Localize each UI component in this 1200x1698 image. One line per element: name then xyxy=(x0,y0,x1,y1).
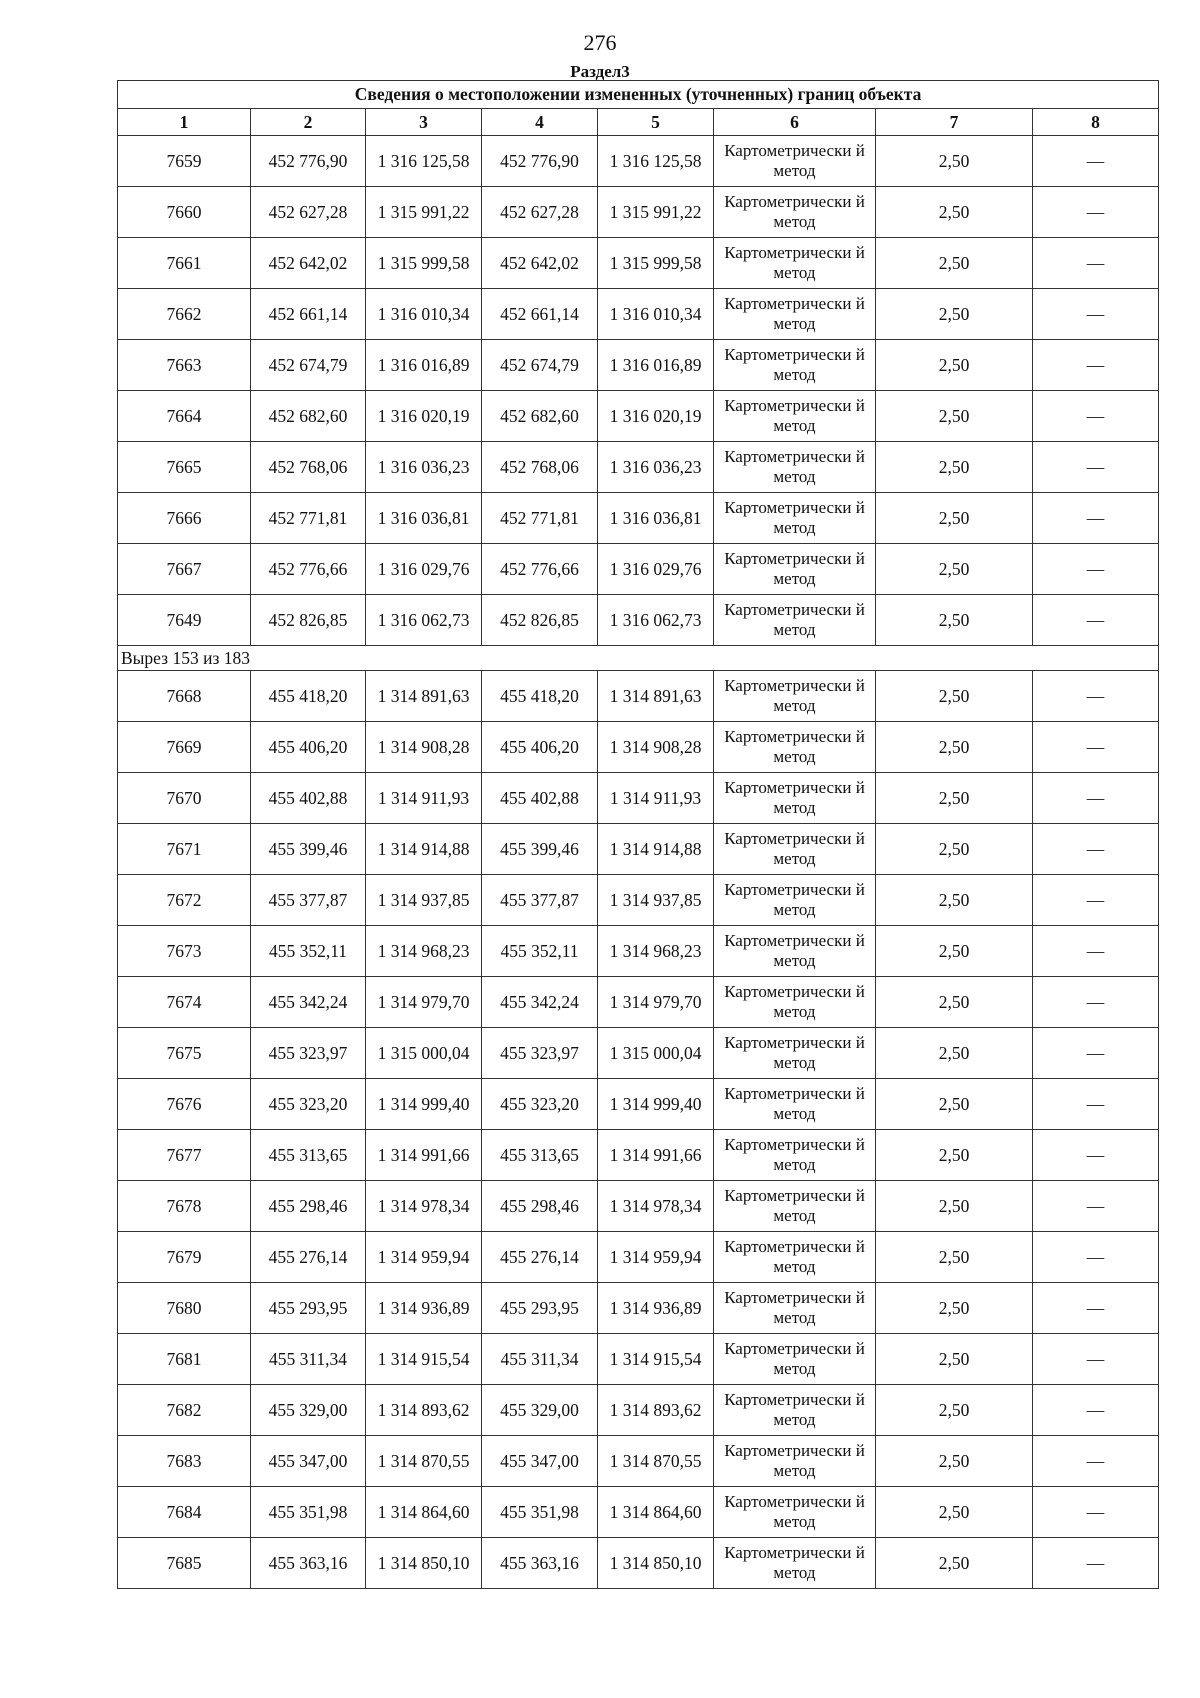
description-cell: — xyxy=(1033,595,1159,646)
description-cell: — xyxy=(1033,722,1159,773)
accuracy-cell: 2,50 xyxy=(876,824,1033,875)
y-coord-cell: 1 314 991,66 xyxy=(366,1130,482,1181)
description-cell: — xyxy=(1033,1232,1159,1283)
y-coord-cell: 1 316 036,23 xyxy=(366,442,482,493)
y-coord-new-cell: 1 314 915,54 xyxy=(598,1334,714,1385)
y-coord-new-cell: 1 315 991,22 xyxy=(598,187,714,238)
y-coord-new-cell: 1 314 979,70 xyxy=(598,977,714,1028)
y-coord-new-cell: 1 314 959,94 xyxy=(598,1232,714,1283)
method-cell: Картометрически й метод xyxy=(714,977,876,1028)
method-cell: Картометрически й метод xyxy=(714,1079,876,1130)
method-cell: Картометрически й метод xyxy=(714,1436,876,1487)
description-cell: — xyxy=(1033,1028,1159,1079)
table-row xyxy=(118,1232,1159,1283)
y-coord-cell: 1 315 991,22 xyxy=(366,187,482,238)
description-cell: — xyxy=(1033,136,1159,187)
point-number-cell: 7668 xyxy=(118,671,251,722)
point-number-cell: 7660 xyxy=(118,187,251,238)
x-coord-new-cell: 455 352,11 xyxy=(482,926,598,977)
accuracy-cell: 2,50 xyxy=(876,289,1033,340)
boundary-coordinates-table xyxy=(117,80,1159,1589)
description-cell: — xyxy=(1033,671,1159,722)
point-number-cell: 7669 xyxy=(118,722,251,773)
point-number-cell: 7679 xyxy=(118,1232,251,1283)
accuracy-cell: 2,50 xyxy=(876,1181,1033,1232)
accuracy-cell: 2,50 xyxy=(876,1028,1033,1079)
method-cell: Картометрически й метод xyxy=(714,875,876,926)
y-coord-cell: 1 316 016,89 xyxy=(366,340,482,391)
description-cell: — xyxy=(1033,875,1159,926)
description-cell: — xyxy=(1033,926,1159,977)
y-coord-new-cell: 1 315 000,04 xyxy=(598,1028,714,1079)
x-coord-new-cell: 455 406,20 xyxy=(482,722,598,773)
table-row xyxy=(118,289,1159,340)
point-number-cell: 7673 xyxy=(118,926,251,977)
y-coord-new-cell: 1 314 978,34 xyxy=(598,1181,714,1232)
method-cell: Картометрически й метод xyxy=(714,544,876,595)
method-cell: Картометрически й метод xyxy=(714,1283,876,1334)
y-coord-new-cell: 1 316 016,89 xyxy=(598,340,714,391)
y-coord-cell: 1 316 020,19 xyxy=(366,391,482,442)
table-row xyxy=(118,544,1159,595)
method-cell: Картометрически й метод xyxy=(714,238,876,289)
x-coord-cell: 455 323,20 xyxy=(251,1079,366,1130)
y-coord-new-cell: 1 314 968,23 xyxy=(598,926,714,977)
table-row xyxy=(118,875,1159,926)
table-row xyxy=(118,722,1159,773)
table-row xyxy=(118,824,1159,875)
y-coord-new-cell: 1 314 891,63 xyxy=(598,671,714,722)
x-coord-new-cell: 452 776,66 xyxy=(482,544,598,595)
y-coord-new-cell: 1 316 020,19 xyxy=(598,391,714,442)
point-number-cell: 7680 xyxy=(118,1283,251,1334)
accuracy-cell: 2,50 xyxy=(876,1079,1033,1130)
point-number-cell: 7671 xyxy=(118,824,251,875)
y-coord-new-cell: 1 314 850,10 xyxy=(598,1538,714,1589)
point-number-cell: 7649 xyxy=(118,595,251,646)
table-row xyxy=(118,1181,1159,1232)
accuracy-cell: 2,50 xyxy=(876,1283,1033,1334)
method-cell: Картометрически й метод xyxy=(714,824,876,875)
x-coord-new-cell: 452 642,02 xyxy=(482,238,598,289)
point-number-cell: 7664 xyxy=(118,391,251,442)
method-cell: Картометрически й метод xyxy=(714,1130,876,1181)
x-coord-new-cell: 452 771,81 xyxy=(482,493,598,544)
y-coord-cell: 1 314 978,34 xyxy=(366,1181,482,1232)
point-number-cell: 7665 xyxy=(118,442,251,493)
y-coord-cell: 1 316 029,76 xyxy=(366,544,482,595)
y-coord-new-cell: 1 314 914,88 xyxy=(598,824,714,875)
method-cell: Картометрически й метод xyxy=(714,493,876,544)
x-coord-cell: 455 402,88 xyxy=(251,773,366,824)
x-coord-new-cell: 455 293,95 xyxy=(482,1283,598,1334)
accuracy-cell: 2,50 xyxy=(876,595,1033,646)
description-cell: — xyxy=(1033,1538,1159,1589)
x-coord-new-cell: 455 313,65 xyxy=(482,1130,598,1181)
x-coord-new-cell: 455 342,24 xyxy=(482,977,598,1028)
x-coord-new-cell: 455 276,14 xyxy=(482,1232,598,1283)
table-row xyxy=(118,1538,1159,1589)
x-coord-cell: 452 674,79 xyxy=(251,340,366,391)
x-coord-new-cell: 455 402,88 xyxy=(482,773,598,824)
method-cell: Картометрически й метод xyxy=(714,926,876,977)
point-number-cell: 7677 xyxy=(118,1130,251,1181)
x-coord-new-cell: 455 347,00 xyxy=(482,1436,598,1487)
x-coord-new-cell: 455 418,20 xyxy=(482,671,598,722)
x-coord-cell: 455 351,98 xyxy=(251,1487,366,1538)
y-coord-cell: 1 314 914,88 xyxy=(366,824,482,875)
x-coord-cell: 452 771,81 xyxy=(251,493,366,544)
accuracy-cell: 2,50 xyxy=(876,722,1033,773)
method-cell: Картометрически й метод xyxy=(714,1181,876,1232)
column-number-row xyxy=(118,109,1159,136)
accuracy-cell: 2,50 xyxy=(876,1487,1033,1538)
accuracy-cell: 2,50 xyxy=(876,340,1033,391)
y-coord-cell: 1 314 891,63 xyxy=(366,671,482,722)
description-cell: — xyxy=(1033,1079,1159,1130)
y-coord-new-cell: 1 314 991,66 xyxy=(598,1130,714,1181)
x-coord-cell: 455 399,46 xyxy=(251,824,366,875)
x-coord-cell: 455 298,46 xyxy=(251,1181,366,1232)
method-cell: Картометрически й метод xyxy=(714,187,876,238)
accuracy-cell: 2,50 xyxy=(876,544,1033,595)
point-number-cell: 7675 xyxy=(118,1028,251,1079)
y-coord-new-cell: 1 314 864,60 xyxy=(598,1487,714,1538)
x-coord-new-cell: 452 627,28 xyxy=(482,187,598,238)
table-row xyxy=(118,773,1159,824)
table-row xyxy=(118,1436,1159,1487)
column-number-header: 2 xyxy=(251,109,366,136)
point-number-cell: 7662 xyxy=(118,289,251,340)
description-cell: — xyxy=(1033,977,1159,1028)
point-number-cell: 7682 xyxy=(118,1385,251,1436)
column-number-header: 1 xyxy=(118,109,251,136)
table-row xyxy=(118,136,1159,187)
x-coord-new-cell: 455 329,00 xyxy=(482,1385,598,1436)
table-row xyxy=(118,1334,1159,1385)
y-coord-cell: 1 314 893,62 xyxy=(366,1385,482,1436)
description-cell: — xyxy=(1033,1334,1159,1385)
y-coord-cell: 1 314 936,89 xyxy=(366,1283,482,1334)
y-coord-cell: 1 314 915,54 xyxy=(366,1334,482,1385)
column-number-header: 8 xyxy=(1033,109,1159,136)
table-row xyxy=(118,493,1159,544)
x-coord-cell: 452 627,28 xyxy=(251,187,366,238)
x-coord-cell: 455 329,00 xyxy=(251,1385,366,1436)
accuracy-cell: 2,50 xyxy=(876,391,1033,442)
y-coord-new-cell: 1 316 036,81 xyxy=(598,493,714,544)
y-coord-new-cell: 1 315 999,58 xyxy=(598,238,714,289)
description-cell: — xyxy=(1033,442,1159,493)
y-coord-cell: 1 314 979,70 xyxy=(366,977,482,1028)
column-number-header: 4 xyxy=(482,109,598,136)
description-cell: — xyxy=(1033,493,1159,544)
method-cell: Картометрически й метод xyxy=(714,1385,876,1436)
y-coord-cell: 1 316 036,81 xyxy=(366,493,482,544)
y-coord-cell: 1 316 062,73 xyxy=(366,595,482,646)
table-row xyxy=(118,391,1159,442)
y-coord-new-cell: 1 314 911,93 xyxy=(598,773,714,824)
x-coord-cell: 455 418,20 xyxy=(251,671,366,722)
y-coord-cell: 1 314 937,85 xyxy=(366,875,482,926)
y-coord-cell: 1 314 864,60 xyxy=(366,1487,482,1538)
y-coord-new-cell: 1 314 937,85 xyxy=(598,875,714,926)
accuracy-cell: 2,50 xyxy=(876,875,1033,926)
y-coord-cell: 1 316 125,58 xyxy=(366,136,482,187)
x-coord-cell: 452 642,02 xyxy=(251,238,366,289)
column-number-header: 6 xyxy=(714,109,876,136)
x-coord-cell: 455 323,97 xyxy=(251,1028,366,1079)
y-coord-new-cell: 1 314 870,55 xyxy=(598,1436,714,1487)
table-row xyxy=(118,1079,1159,1130)
table-row xyxy=(118,1130,1159,1181)
x-coord-cell: 452 768,06 xyxy=(251,442,366,493)
column-number-header: 5 xyxy=(598,109,714,136)
accuracy-cell: 2,50 xyxy=(876,1538,1033,1589)
table-caption: Сведения о местоположении измененных (уточненных) границ объекта xyxy=(118,81,1159,109)
description-cell: — xyxy=(1033,1283,1159,1334)
method-cell: Картометрически й метод xyxy=(714,1487,876,1538)
description-cell: — xyxy=(1033,238,1159,289)
y-coord-new-cell: 1 314 908,28 xyxy=(598,722,714,773)
table-row xyxy=(118,1487,1159,1538)
point-number-cell: 7670 xyxy=(118,773,251,824)
method-cell: Картометрически й метод xyxy=(714,340,876,391)
description-cell: — xyxy=(1033,773,1159,824)
x-coord-cell: 452 776,66 xyxy=(251,544,366,595)
point-number-cell: 7666 xyxy=(118,493,251,544)
table-row xyxy=(118,238,1159,289)
point-number-cell: 7667 xyxy=(118,544,251,595)
x-coord-new-cell: 452 674,79 xyxy=(482,340,598,391)
method-cell: Картометрически й метод xyxy=(714,289,876,340)
method-cell: Картометрически й метод xyxy=(714,391,876,442)
table-row xyxy=(118,1028,1159,1079)
y-coord-cell: 1 315 000,04 xyxy=(366,1028,482,1079)
y-coord-cell: 1 314 911,93 xyxy=(366,773,482,824)
y-coord-new-cell: 1 314 893,62 xyxy=(598,1385,714,1436)
point-number-cell: 7663 xyxy=(118,340,251,391)
accuracy-cell: 2,50 xyxy=(876,977,1033,1028)
y-coord-cell: 1 314 999,40 xyxy=(366,1079,482,1130)
description-cell: — xyxy=(1033,1436,1159,1487)
point-number-cell: 7684 xyxy=(118,1487,251,1538)
accuracy-cell: 2,50 xyxy=(876,671,1033,722)
y-coord-new-cell: 1 316 029,76 xyxy=(598,544,714,595)
accuracy-cell: 2,50 xyxy=(876,493,1033,544)
x-coord-new-cell: 455 323,97 xyxy=(482,1028,598,1079)
x-coord-cell: 455 276,14 xyxy=(251,1232,366,1283)
description-cell: — xyxy=(1033,1181,1159,1232)
x-coord-new-cell: 452 682,60 xyxy=(482,391,598,442)
accuracy-cell: 2,50 xyxy=(876,136,1033,187)
y-coord-cell: 1 314 908,28 xyxy=(366,722,482,773)
table-row xyxy=(118,1385,1159,1436)
accuracy-cell: 2,50 xyxy=(876,773,1033,824)
x-coord-cell: 455 293,95 xyxy=(251,1283,366,1334)
accuracy-cell: 2,50 xyxy=(876,1232,1033,1283)
y-coord-new-cell: 1 316 125,58 xyxy=(598,136,714,187)
description-cell: — xyxy=(1033,1385,1159,1436)
x-coord-new-cell: 455 311,34 xyxy=(482,1334,598,1385)
point-number-cell: 7678 xyxy=(118,1181,251,1232)
table-row xyxy=(118,442,1159,493)
y-coord-new-cell: 1 316 062,73 xyxy=(598,595,714,646)
accuracy-cell: 2,50 xyxy=(876,1130,1033,1181)
description-cell: — xyxy=(1033,1487,1159,1538)
method-cell: Картометрически й метод xyxy=(714,442,876,493)
description-cell: — xyxy=(1033,544,1159,595)
method-cell: Картометрически й метод xyxy=(714,595,876,646)
cut-separator-row xyxy=(118,646,1159,671)
x-coord-cell: 455 342,24 xyxy=(251,977,366,1028)
x-coord-cell: 455 311,34 xyxy=(251,1334,366,1385)
x-coord-cell: 455 352,11 xyxy=(251,926,366,977)
y-coord-cell: 1 314 968,23 xyxy=(366,926,482,977)
method-cell: Картометрически й метод xyxy=(714,722,876,773)
table-row xyxy=(118,926,1159,977)
y-coord-new-cell: 1 316 010,34 xyxy=(598,289,714,340)
point-number-cell: 7674 xyxy=(118,977,251,1028)
cut-label: Вырез 153 из 183 xyxy=(118,646,1159,671)
y-coord-new-cell: 1 314 936,89 xyxy=(598,1283,714,1334)
description-cell: — xyxy=(1033,187,1159,238)
point-number-cell: 7659 xyxy=(118,136,251,187)
x-coord-cell: 452 661,14 xyxy=(251,289,366,340)
table-row xyxy=(118,977,1159,1028)
x-coord-cell: 455 377,87 xyxy=(251,875,366,926)
x-coord-new-cell: 455 323,20 xyxy=(482,1079,598,1130)
section-title: Раздел3 xyxy=(570,62,630,81)
description-cell: — xyxy=(1033,824,1159,875)
point-number-cell: 7683 xyxy=(118,1436,251,1487)
method-cell: Картометрически й метод xyxy=(714,1538,876,1589)
description-cell: — xyxy=(1033,391,1159,442)
x-coord-new-cell: 452 661,14 xyxy=(482,289,598,340)
table-row xyxy=(118,340,1159,391)
accuracy-cell: 2,50 xyxy=(876,1385,1033,1436)
y-coord-new-cell: 1 316 036,23 xyxy=(598,442,714,493)
table-body xyxy=(118,136,1159,1589)
x-coord-cell: 452 826,85 xyxy=(251,595,366,646)
y-coord-cell: 1 315 999,58 xyxy=(366,238,482,289)
point-number-cell: 7685 xyxy=(118,1538,251,1589)
x-coord-new-cell: 452 826,85 xyxy=(482,595,598,646)
table-row xyxy=(118,1283,1159,1334)
method-cell: Картометрически й метод xyxy=(714,773,876,824)
column-number-header: 7 xyxy=(876,109,1033,136)
y-coord-cell: 1 314 959,94 xyxy=(366,1232,482,1283)
description-cell: — xyxy=(1033,340,1159,391)
accuracy-cell: 2,50 xyxy=(876,442,1033,493)
accuracy-cell: 2,50 xyxy=(876,238,1033,289)
x-coord-new-cell: 452 768,06 xyxy=(482,442,598,493)
x-coord-new-cell: 455 351,98 xyxy=(482,1487,598,1538)
table-row xyxy=(118,187,1159,238)
x-coord-cell: 455 347,00 xyxy=(251,1436,366,1487)
accuracy-cell: 2,50 xyxy=(876,1334,1033,1385)
point-number-cell: 7681 xyxy=(118,1334,251,1385)
method-cell: Картометрически й метод xyxy=(714,1334,876,1385)
point-number-cell: 7661 xyxy=(118,238,251,289)
x-coord-cell: 455 313,65 xyxy=(251,1130,366,1181)
page-number: 276 xyxy=(583,30,617,55)
x-coord-new-cell: 455 363,16 xyxy=(482,1538,598,1589)
x-coord-cell: 455 363,16 xyxy=(251,1538,366,1589)
x-coord-new-cell: 455 298,46 xyxy=(482,1181,598,1232)
x-coord-cell: 452 776,90 xyxy=(251,136,366,187)
method-cell: Картометрически й метод xyxy=(714,671,876,722)
y-coord-cell: 1 316 010,34 xyxy=(366,289,482,340)
point-number-cell: 7676 xyxy=(118,1079,251,1130)
x-coord-cell: 455 406,20 xyxy=(251,722,366,773)
x-coord-cell: 452 682,60 xyxy=(251,391,366,442)
y-coord-cell: 1 314 850,10 xyxy=(366,1538,482,1589)
x-coord-new-cell: 455 399,46 xyxy=(482,824,598,875)
x-coord-new-cell: 455 377,87 xyxy=(482,875,598,926)
accuracy-cell: 2,50 xyxy=(876,1436,1033,1487)
y-coord-new-cell: 1 314 999,40 xyxy=(598,1079,714,1130)
description-cell: — xyxy=(1033,289,1159,340)
table-row xyxy=(118,595,1159,646)
table-row xyxy=(118,671,1159,722)
y-coord-cell: 1 314 870,55 xyxy=(366,1436,482,1487)
column-number-header: 3 xyxy=(366,109,482,136)
accuracy-cell: 2,50 xyxy=(876,187,1033,238)
point-number-cell: 7672 xyxy=(118,875,251,926)
accuracy-cell: 2,50 xyxy=(876,926,1033,977)
x-coord-new-cell: 452 776,90 xyxy=(482,136,598,187)
description-cell: — xyxy=(1033,1130,1159,1181)
method-cell: Картометрически й метод xyxy=(714,136,876,187)
method-cell: Картометрически й метод xyxy=(714,1232,876,1283)
method-cell: Картометрически й метод xyxy=(714,1028,876,1079)
